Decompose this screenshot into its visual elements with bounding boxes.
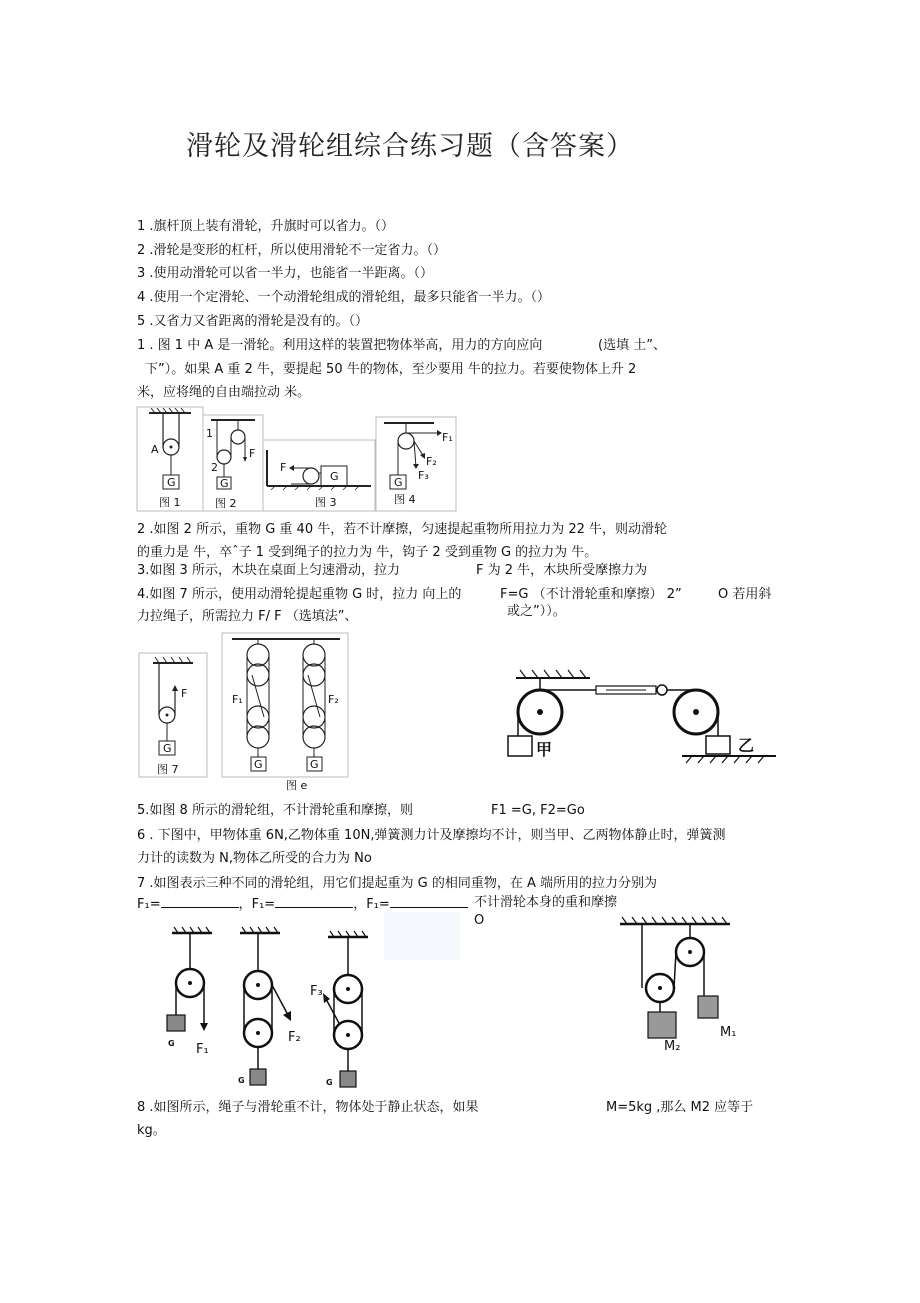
- fig4-label-f1: F₁: [442, 431, 453, 444]
- page-title: 滑轮及滑轮组综合练习题（含答案）: [186, 131, 634, 162]
- q4-line1b: F=G （不计滑轮重和摩擦） 2”: [500, 587, 682, 602]
- q1-line3: 米，应将绳的自由端拉动 米。: [137, 385, 311, 400]
- q7-blank2-label: ，F₁=: [238, 897, 276, 912]
- judgement-item-2: 2 .滑轮是变形的杠杆，所以使用滑轮不一定省力。（）: [137, 243, 447, 258]
- fig8-label-g-left: G: [254, 758, 263, 771]
- q8-line1a: 8 .如图所示，绳子与滑轮重不计，物体处于静止状态，如果: [137, 1100, 479, 1115]
- q7-blank2[interactable]: [275, 895, 353, 908]
- judgement-item-3: 3 .使用动滑轮可以省一半力，也能省一半距离。（）: [137, 266, 434, 281]
- figure-10: [618, 912, 768, 1057]
- judgement-item-4: 4 .使用一个定滑轮、一个动滑轮组成的滑轮组，最多只能省一半力。（）: [137, 290, 551, 305]
- fig9-f3: F₃: [310, 984, 323, 999]
- q7-line1: 7 .如图表示三种不同的滑轮组，用它们提起重为 G 的相同重物，在 A 端所用的拉力分别为: [137, 876, 658, 891]
- q7-blank3-label: ，F₁=: [353, 897, 390, 912]
- figure-8: [222, 633, 350, 793]
- fig2-label-g: G: [220, 477, 229, 490]
- fig9-f2: F₂: [288, 1030, 301, 1045]
- fig8-label-f1: F₁: [232, 693, 243, 706]
- fig8-label-f2: F₂: [328, 693, 339, 706]
- fig4-label-f3: F₃: [418, 469, 429, 482]
- judgement-item-5: 5 .又省力又省距离的滑轮是没有的。（）: [137, 314, 369, 329]
- figure-3: [263, 440, 375, 511]
- q7-blanks: [137, 895, 468, 913]
- figure-9: [160, 925, 380, 1095]
- fig4-caption: 图 4: [394, 493, 416, 506]
- fig3-caption: 图 3: [315, 496, 337, 509]
- fig7-label-g: G: [163, 742, 172, 755]
- q6-line1: 6 . 下图中，甲物体重 6N,乙物体重 10N,弹簧测力计及摩擦均不计，则当甲、乙两物体静止时，弹簧测: [137, 828, 726, 843]
- fig8-label-g-right: G: [310, 758, 319, 771]
- figure-2: [203, 415, 263, 511]
- q6-line2: 力计的读数为 N,物体乙所受的合力为 No: [137, 851, 372, 866]
- fig2-label-2: 2: [211, 461, 218, 474]
- q7-blank1-label: F₁=: [137, 897, 161, 912]
- q8-line2: kg。: [137, 1123, 166, 1138]
- figure-1: [137, 407, 203, 511]
- fig9-g2: G: [238, 1076, 245, 1085]
- fig8-caption: 图 e: [286, 779, 308, 792]
- q1-line1b: (选填 土”、: [598, 338, 666, 353]
- q4-line2a: 力拉绳子，所需拉力 F/ F （选填法”、: [137, 609, 358, 624]
- fig6-label-jia: 甲: [536, 740, 553, 759]
- fig1-label-a: A: [151, 443, 159, 456]
- q3-line1b: F 为 2 牛，木块所受摩擦力为: [476, 563, 648, 578]
- fig2-caption: 图 2: [215, 497, 237, 510]
- q1-line2: 下”）。如果 A 重 2 牛，要提起 50 牛的物体，至少要用 牛的拉力。若要使物体上升 2: [145, 362, 637, 377]
- q4-line2b: 或之”））。: [507, 604, 566, 619]
- figure-6: [506, 664, 786, 764]
- fig9-f1: F₁: [196, 1042, 209, 1057]
- fig2-label-1: 1: [206, 427, 213, 440]
- fig9-g1: G: [168, 1039, 175, 1048]
- fig7-caption: 图 7: [157, 763, 179, 776]
- fig4-label-g: G: [394, 476, 403, 489]
- q2-line1: 2 .如图 2 所示，重物 G 重 40 牛，若不计摩擦，匀速提起重物所用拉力为 22 牛，则动滑轮: [137, 522, 668, 537]
- q7-note2: O: [474, 913, 485, 928]
- figure-4: [376, 417, 456, 511]
- fig1-label-g: G: [167, 476, 176, 489]
- q3-line1a: 3.如图 3 所示，木块在桌面上匀速滑动，拉力: [137, 563, 400, 578]
- fig10-m1: M₁: [720, 1025, 737, 1040]
- q1-line1: 1 . 图 1 中 A 是一滑轮。利用这样的装置把物体举高，用力的方向应向: [137, 338, 543, 353]
- q7-blank1[interactable]: [161, 895, 239, 908]
- q8-line1b: M=5kg ,那么 M2 应等于: [606, 1100, 754, 1115]
- q4-line1c: O 若用斜: [718, 587, 772, 602]
- fig7-label-f: F: [181, 687, 188, 700]
- judgement-item-1: 1 .旗杆顶上装有滑轮，升旗时可以省力。（）: [137, 219, 395, 234]
- fig9-g3: G: [326, 1078, 333, 1087]
- fig4-label-f2: F₂: [426, 455, 437, 468]
- q7-note: 不计滑轮本身的重和摩擦: [474, 895, 618, 910]
- q2-line2: 的重力是 牛，卒ˆ子 1 受到绳子的拉力为 牛，钩子 2 受到重物 G 的拉力为 牛。: [137, 545, 598, 560]
- q5-line1a: 5.如图 8 所示的滑轮组，不计滑轮重和摩擦，则: [137, 803, 413, 818]
- q4-line1a: 4.如图 7 所示，使用动滑轮提起重物 G 时，拉力 向上的: [137, 587, 462, 602]
- fig6-label-yi: 乙: [738, 736, 755, 755]
- answer-placeholder-box: [384, 912, 460, 960]
- q5-line1b: F1 =G, F2=Go: [491, 803, 585, 818]
- fig3-label-g: G: [330, 470, 339, 483]
- figure-7: [139, 653, 207, 777]
- fig3-label-f: F: [280, 461, 287, 474]
- q7-blank3[interactable]: [390, 895, 468, 908]
- fig1-caption: 图 1: [159, 496, 181, 509]
- fig10-m2: M₂: [664, 1039, 681, 1054]
- fig2-label-f: F: [249, 447, 256, 460]
